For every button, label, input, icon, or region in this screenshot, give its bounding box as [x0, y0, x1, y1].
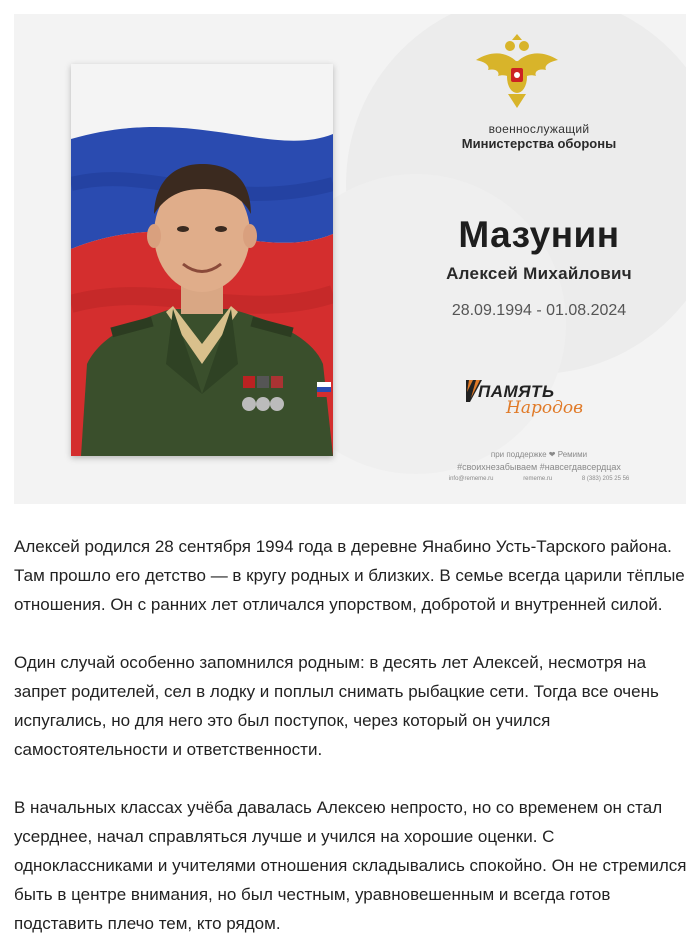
biography-text [14, 532, 690, 952]
logo-script-text: Народов [506, 398, 583, 418]
logo-text: ПАМЯТЬ [478, 382, 555, 401]
paragraph: Один случай особенно запомнился родным: в десять лет Алексей, несмотря на запрет родителей, сел в лодку и поплыл снимать рыбацкие сети. Тогда все очень испугались, но для него это был поступок, через который он учился самостоятельности и ответственности. [14, 653, 659, 759]
given-names: Алексей Михайлович [446, 264, 632, 283]
paragraph: В начальных классах учёба давалась Алексею непросто, но со временем он стал усерднее, начал справляться лучше и учился на хорошие оценки. С одноклассниками и учителями отношения складывались спокойно. Он не стремился быть в центре внимания, но был честным, уравновешенным и всегда готов подставить плечо тем, кто рядом. [14, 798, 687, 933]
footer-email: info@rememe.ru [448, 476, 494, 482]
role-title: военнослужащий [488, 122, 590, 136]
life-dates: 28.09.1994 - 01.08.2024 [451, 302, 627, 319]
footer-site: rememe.ru [523, 476, 553, 482]
pamyat-narodov-logo [464, 376, 604, 436]
footer-contacts [414, 476, 664, 482]
surname: Мазунин [458, 214, 620, 255]
footer-phone: 8 (383) 205 25 56 [581, 476, 630, 482]
eagle-emblem-icon [472, 32, 562, 112]
memorial-card [14, 14, 686, 504]
support-text: при поддержке ❤ Ремими [490, 450, 588, 459]
ministry-name: Министерства обороны [461, 136, 617, 151]
paragraph: Алексей родился 28 сентября 1994 года в деревне Янабино Усть-Тарского района. Там прошло его детство — в кругу родных и близких. В семье всегда царили тёплые отношения. Он с ранних лет отличался упорством, добротой и внутренней силой. [14, 537, 685, 614]
soldier-portrait [71, 64, 333, 456]
hashtags: #своихнезабываем #навсегдавсердцах [457, 462, 621, 472]
